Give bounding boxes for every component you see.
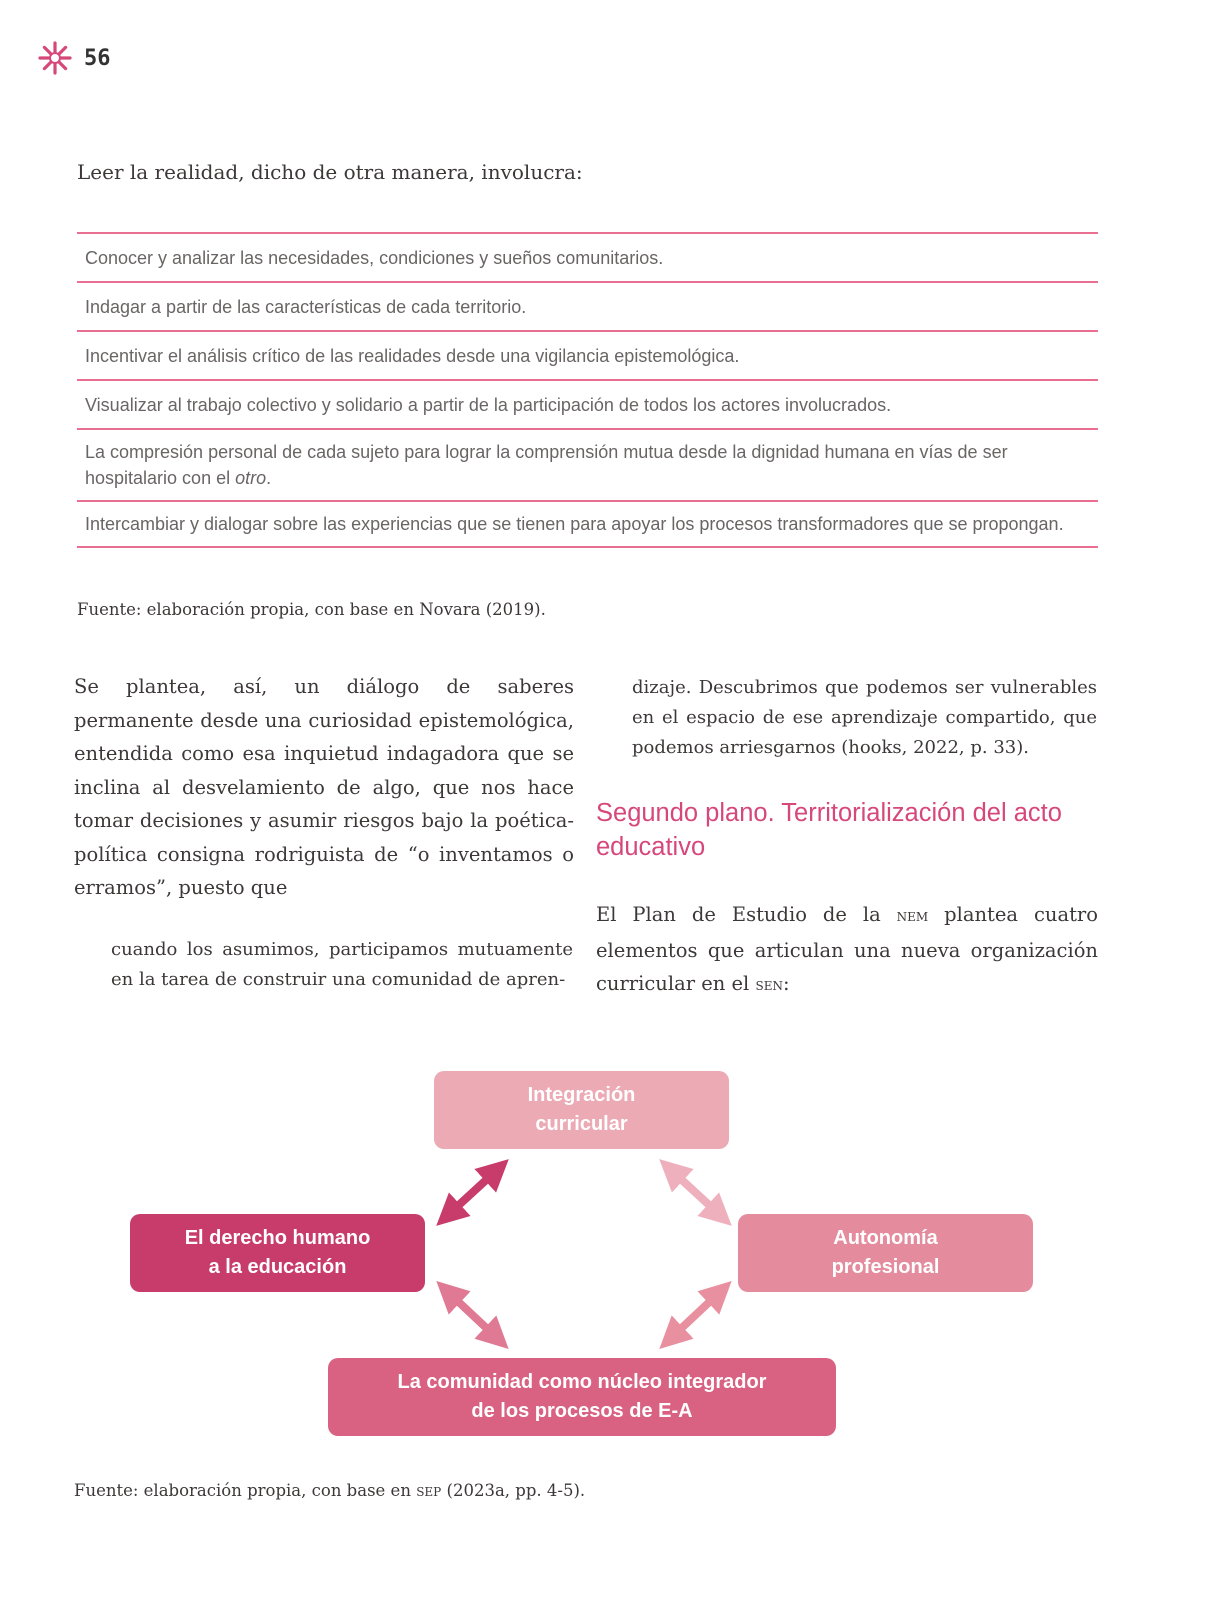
block-quote-end: dizaje. Descubrimos que podemos ser vulnerables en el espacio de ese aprendizaje compartido, que podemos arriesgarnos (hooks, 2022, p. 33). [632,677,1097,758]
page-number: 56 [84,45,111,71]
left-column [74,670,574,905]
table-source-note: Fuente: elaboración propia, con base en Novara (2019). [77,600,546,619]
block-quote-start: cuando los asumimos, participamos mutuamente en la tarea de construir una comunidad de apren- [111,939,573,990]
page-header [38,40,111,76]
asterisk-icon [38,41,72,75]
body-paragraph: Se plantea, así, un diálogo de saberes permanente desde una curiosidad epistemológica, entendida como esa inquietud indagadora que se inclina al desvelamiento de algo, que nos hace tomar decisiones y asumir riesgos bajo la poética-política consigna rodriguista de “o inventamos o erramos”, puesto que [74,675,574,899]
right-paragraph: El Plan de Estudio de la nem plantea cuatro elementos que articulan una nueva organización curricular en el sen: [596,903,1098,995]
arrow-bottom-right [671,1292,720,1338]
arrow-top-right [671,1170,720,1215]
diagram-source-note: Fuente: elaboración propia, con base en sep (2023a, pp. 4-5). [74,1481,586,1501]
table-row: La compresión personal de cada sujeto para lograr la comprensión mutua desde la dignidad humana en vías de ser hospitalario con el otro. [77,430,1098,502]
italic-word: otro [235,468,267,488]
table-row: Conocer y analizar las necesidades, condiciones y sueños comunitarios. [77,234,1098,283]
abbr-sen: sen [755,975,783,995]
table-row: Intercambiar y dialogar sobre las experiencias que se tienen para apoyar los procesos transformadores que se propongan. [77,502,1098,548]
abbr-sep: sep [416,1481,442,1501]
diagram-node-integracion: Integración curricular [434,1071,729,1149]
intro-text: Leer la realidad, dicho de otra manera, involucra: [77,160,583,184]
arrow-bottom-left [448,1292,497,1338]
section-heading: Segundo plano. Territorialización del acto educativo [596,799,1062,861]
table-row: Indagar a partir de las características de cada territorio. [77,283,1098,332]
abbr-nem: nem [896,906,929,926]
arrow-top-left [448,1170,497,1215]
diagram-node-derecho: El derecho humano a la educación [130,1214,425,1292]
table-row: Incentivar el análisis crítico de las realidades desde una vigilancia epistemológica. [77,332,1098,381]
diagram-node-autonomia: Autonomía profesional [738,1214,1033,1292]
diagram-node-comunidad: La comunidad como núcleo integrador de los procesos de E-A [328,1358,836,1436]
table-row: Visualizar al trabajo colectivo y solidario a partir de la participación de todos los actores involucrados. [77,381,1098,430]
items-table [77,232,1098,548]
